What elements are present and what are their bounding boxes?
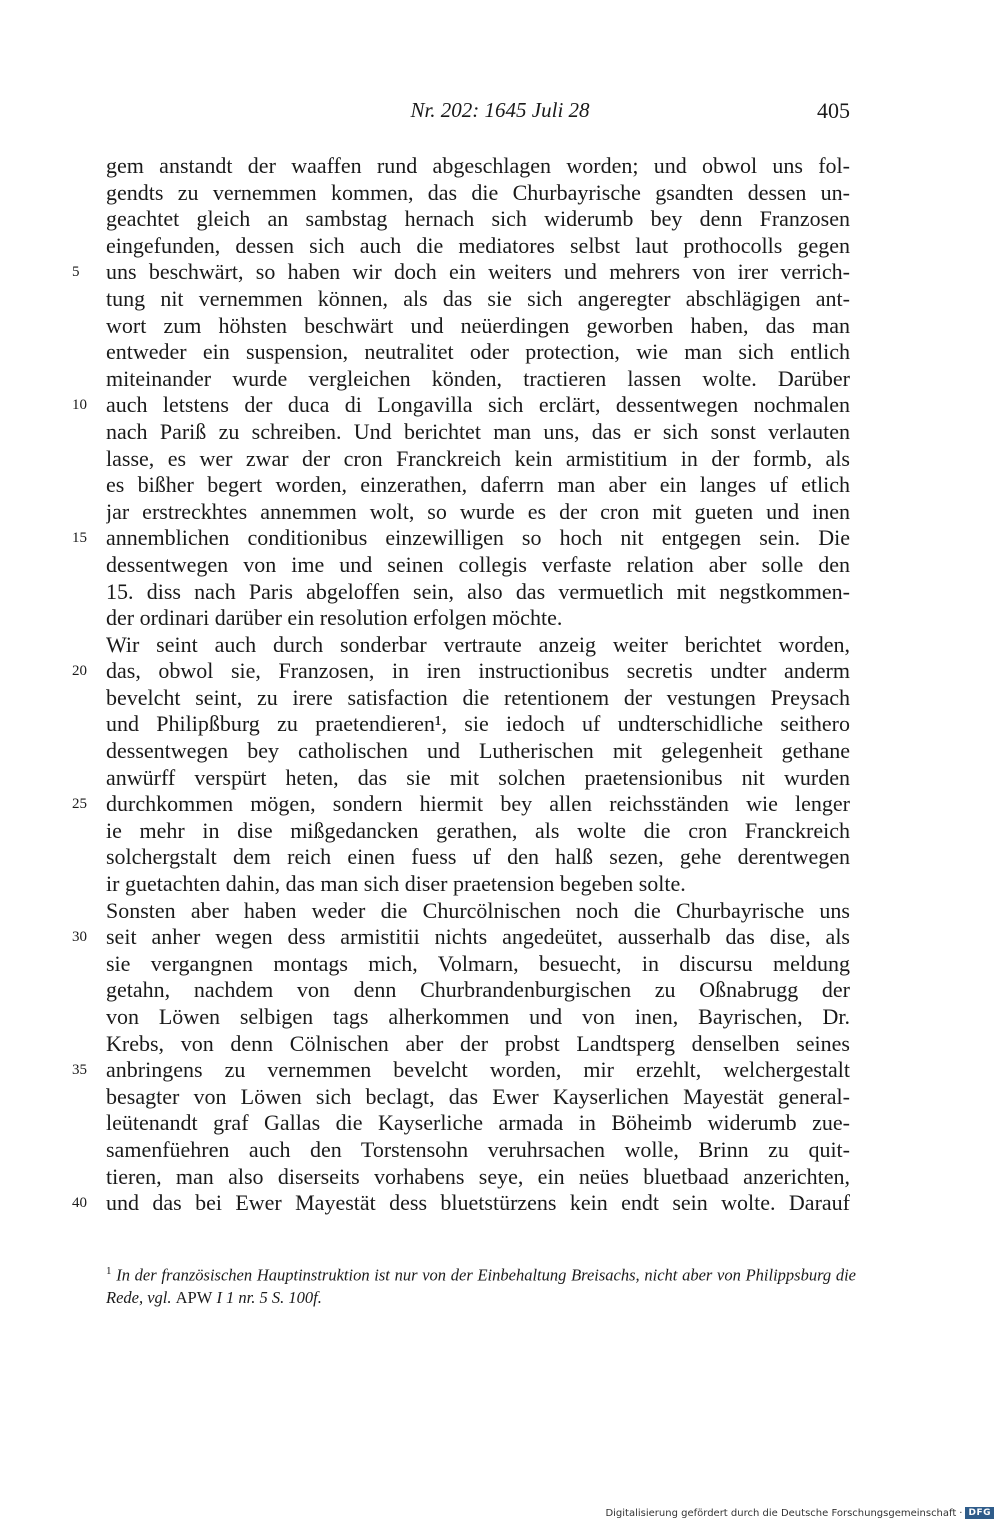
- text-line: [106, 233, 850, 260]
- text-line: [106, 898, 850, 925]
- running-header-title: Nr. 202: 1645 Juli 28: [410, 98, 590, 122]
- footnote-text: In der französischen Hauptinstruktion ist nur von der Einbehaltung Breisachs, nicht aber von Philippsburg die Rede, vgl.: [106, 1265, 857, 1307]
- line-text: eingefunden, dessen sich auch die mediatores selbst laut prothocolls gegen: [106, 232, 850, 258]
- banner-text: Digitalisierung gefördert durch die Deutsche Forschungsgemeinschaft: [605, 1507, 957, 1519]
- text-line: [106, 1004, 850, 1031]
- text-line: [106, 632, 850, 659]
- text-line: [106, 419, 850, 446]
- line-text: uns beschwärt, so haben wir doch ein weiters und mehrers von irer verrich-: [106, 259, 850, 285]
- line-text: anwürff verspürt heten, das sie mit solchen praetensionibus nit wurden: [106, 764, 850, 790]
- line-text: sie vergangnen montags mich, Volmarn, besuecht, in discursu meldung: [106, 950, 850, 976]
- line-text: tung nit vernemmen können, als das sie sich angeregter abschlägigen ant-: [106, 285, 850, 311]
- text-line: [72, 1057, 850, 1084]
- line-text: seit anher wegen dess armistitii nichts angedeütet, ausserhalb das dise, als: [106, 924, 850, 950]
- line-text: ir guetachten dahin, das man sich diser praetension begeben solte.: [106, 871, 686, 897]
- line-text: anbringens zu vernemmen bevelcht worden, mir erzehlt, welchergestalt: [106, 1057, 850, 1083]
- line-text: durchkommen mögen, sondern hiermit bey allen reichsständen wie lenger: [106, 791, 850, 817]
- text-line: [72, 791, 850, 818]
- line-text: miteinander wurde vergleichen könden, tractieren lassen wolte. Darüber: [106, 365, 850, 391]
- text-line: [106, 738, 850, 765]
- text-line: [72, 1190, 850, 1217]
- line-text: Krebs, von denn Cölnischen aber der probst Landtsperg denselben seines: [106, 1030, 850, 1056]
- text-line: [106, 765, 850, 792]
- line-number: 15: [72, 530, 87, 547]
- text-line: [106, 339, 850, 366]
- footnote-reference-detail: I 1 nr. 5 S. 100f.: [216, 1287, 322, 1307]
- text-line: [106, 180, 850, 207]
- text-line: [106, 313, 850, 340]
- text-line: [72, 259, 850, 286]
- text-line: [106, 1137, 850, 1164]
- line-number: 40: [72, 1195, 87, 1212]
- text-line: [106, 499, 850, 526]
- text-line: [106, 579, 850, 606]
- footnote: [106, 1260, 856, 1309]
- text-line: [72, 658, 850, 685]
- line-text: auch letstens der duca di Longavilla sich erclärt, dessentwegen nochmalen: [106, 392, 850, 418]
- line-text: von Löwen selbigen tags alherkommen und von inen, Bayrischen, Dr.: [106, 1004, 850, 1029]
- text-line: [72, 392, 850, 419]
- text-line: [106, 1164, 850, 1191]
- text-line: [106, 286, 850, 313]
- line-number: 25: [72, 796, 87, 813]
- line-text: geachtet gleich an sambstag hernach sich widerumb bey denn Franzosen: [106, 206, 850, 232]
- line-text: gendts zu vernemmen kommen, das die Churbayrische gsandten dessen un-: [106, 179, 850, 205]
- banner-separator: ·: [959, 1507, 963, 1519]
- line-text: ie mehr in dise mißgedancken gerathen, als wolte die cron Franckreich: [106, 817, 850, 843]
- line-text: solchergstalt dem reich einen fuess uf den halß sezen, gehe derentwegen: [106, 844, 850, 870]
- line-text: gem anstandt der waaffen rund abgeschlagen worden; und obwol uns fol-: [106, 153, 850, 178]
- dfg-logo: DFG: [965, 1507, 994, 1519]
- digitization-banner: [605, 1507, 994, 1519]
- line-text: tieren, man also diserseits vorhabens seye, ein neües bluetbaad anzerichten,: [106, 1163, 850, 1189]
- line-text: entweder ein suspension, neutralitet oder protection, wie man sich entlich: [106, 339, 850, 365]
- line-number: 5: [72, 264, 80, 281]
- line-text: nach Pariß zu schreiben. Und berichtet man uns, das er sich sonst verlauten: [106, 418, 850, 444]
- text-line: [106, 206, 850, 233]
- text-line: [106, 472, 850, 499]
- text-line: [106, 844, 850, 871]
- line-number: 30: [72, 929, 87, 946]
- text-line: [106, 153, 850, 180]
- text-line: [106, 977, 850, 1004]
- footnote-marker: 1: [106, 1265, 112, 1277]
- line-number: 10: [72, 397, 87, 414]
- line-text: Sonsten aber haben weder die Churcölnischen noch die Churbayrische uns: [106, 897, 850, 923]
- line-text: und Philipßburg zu praetendieren¹, sie iedoch uf undterschidliche seithero: [106, 711, 850, 737]
- text-line: [106, 711, 850, 738]
- line-text: und das bei Ewer Mayestät dess bluetstürzens kein endt sein wolte. Darauf: [106, 1190, 850, 1216]
- line-text: lasse, es wer zwar der cron Franckreich kein armistitium in der formb, als: [106, 445, 850, 471]
- footnote-reference-abbrev: APW: [175, 1287, 213, 1307]
- text-line: [106, 951, 850, 978]
- line-text: wort zum höhsten beschwärt und neüerdingen geworben haben, das man: [106, 312, 850, 338]
- text-line: [106, 605, 850, 632]
- line-text: das, obwol sie, Franzosen, in iren instructionibus secretis undter anderm: [106, 658, 850, 684]
- line-text: jar erstreckhtes annemmen wolt, so wurde es der cron mit gueten und inen: [106, 498, 850, 524]
- text-line: [106, 1031, 850, 1058]
- line-number: 20: [72, 663, 87, 680]
- page-number: 405: [817, 98, 850, 123]
- text-line: [106, 685, 850, 712]
- text-line: [106, 446, 850, 473]
- line-text: Wir seint auch durch sonderbar vertraute anzeig weiter berichtet worden,: [106, 631, 850, 657]
- text-line: [106, 552, 850, 579]
- text-line: [106, 818, 850, 845]
- line-text: annemblichen conditionibus einzewilligen so hoch nit entgegen sein. Die: [106, 525, 850, 551]
- text-line: [72, 924, 850, 951]
- line-text: getahn, nachdem von denn Churbrandenburgischen zu Oßnabrugg der: [106, 977, 850, 1003]
- text-line: [106, 1110, 850, 1137]
- line-text: 15. diss nach Paris abgeloffen sein, also das vermuetlich mit negstkommen-: [106, 578, 850, 604]
- line-number: 35: [72, 1062, 87, 1079]
- text-line: [106, 871, 850, 898]
- line-text: leütenandt graf Gallas die Kayserliche armada in Böheimb widerumb zue-: [106, 1110, 850, 1136]
- line-text: dessentwegen bey catholischen und Lutherischen mit gelegenheit gethane: [106, 738, 850, 764]
- line-text: besagter von Löwen sich beclagt, das Ewer Kayserlichen Mayestät general-: [106, 1083, 850, 1109]
- line-text: bevelcht seint, zu irere satisfaction die retentionem der vestungen Preysach: [106, 684, 850, 710]
- text-line: [106, 1084, 850, 1111]
- line-text: es bißher begert worden, einzerathen, daferrn man aber ein langes uf etlich: [106, 472, 850, 498]
- main-body-text: [72, 153, 850, 1217]
- text-line: [72, 525, 850, 552]
- text-line: [106, 366, 850, 393]
- line-text: samenfüehren auch den Torstensohn veruhrsachen wolle, Brinn zu quit-: [106, 1136, 850, 1162]
- line-text: der ordinari darüber ein resolution erfolgen möchte.: [106, 605, 563, 631]
- line-text: dessentwegen von ime und seinen collegis verfaste relation aber solle den: [106, 551, 850, 577]
